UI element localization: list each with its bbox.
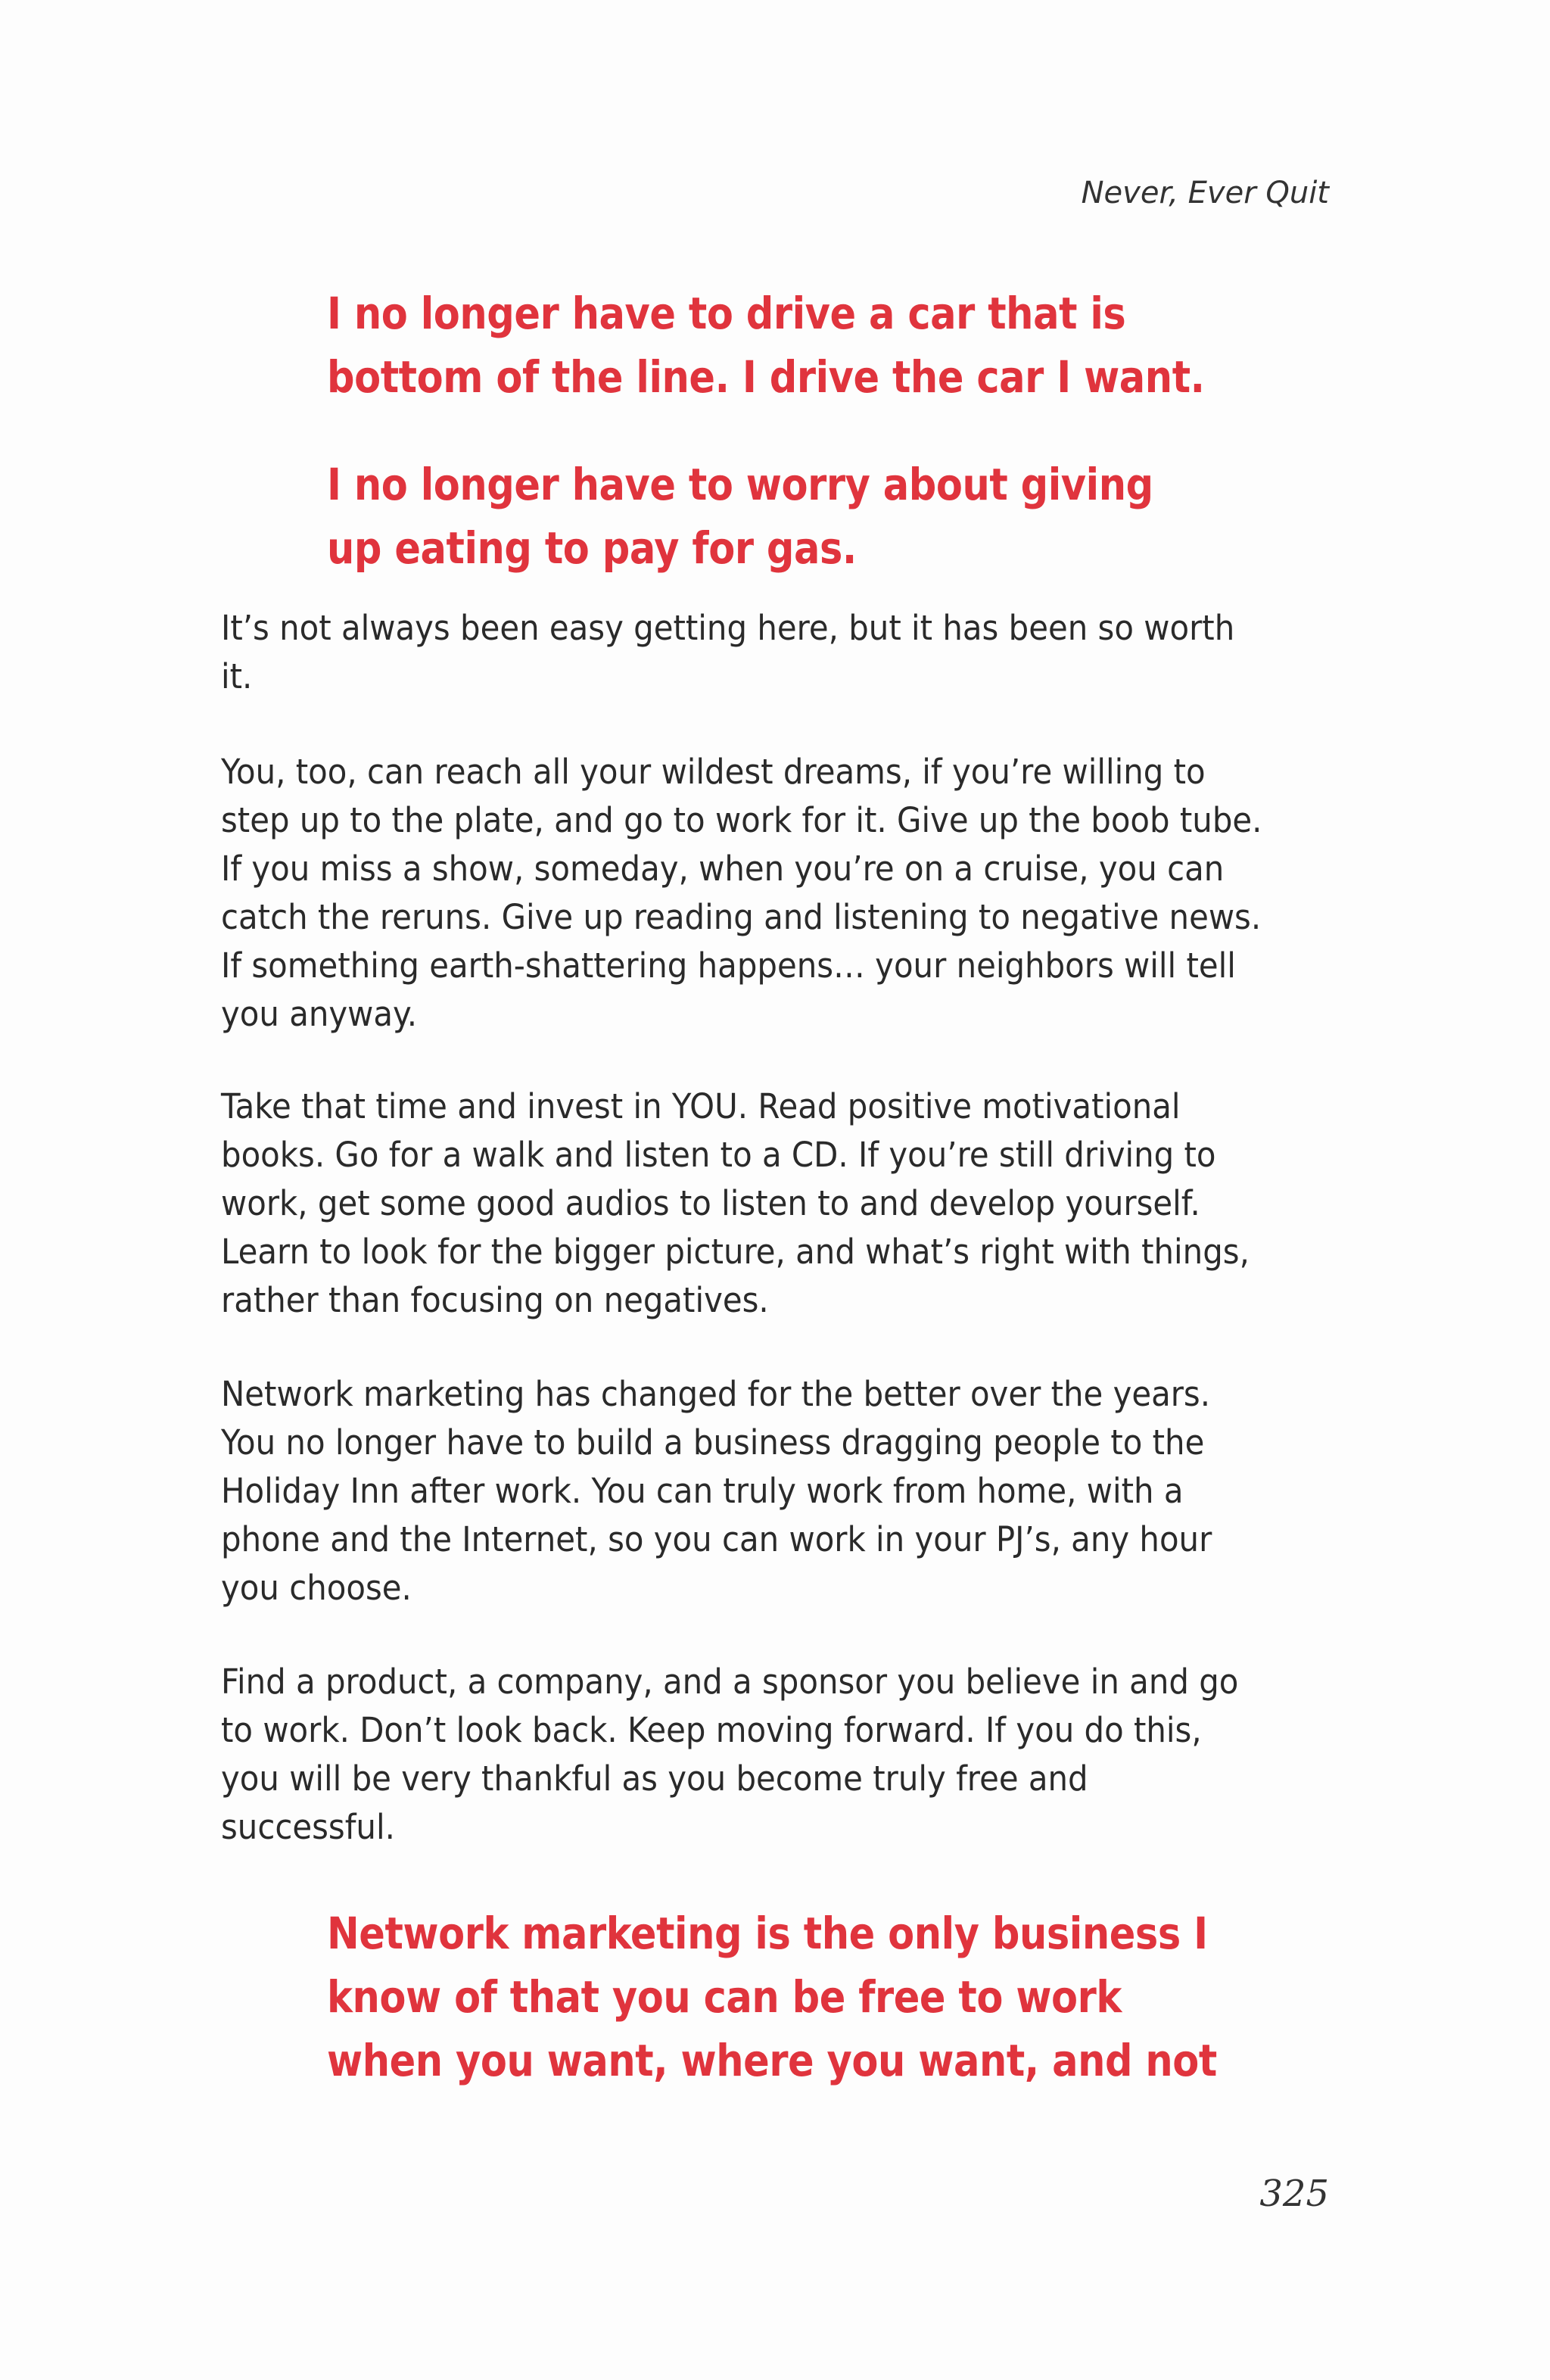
paragraph-invest-in-you: Take that time and invest in YOU. Read positive motivational books. Go for a walk and listen to a CD. If you’re still driving to work, get some good audios to listen to and develop yourself. Learn to look for the bigger picture, and what’s right with things, rather than focusing on negatives. [221,1086,1250,1320]
page-number: 325 [1259,2173,1329,2215]
paragraph-worth-it: It’s not always been easy getting here, but it has been so worth it. [221,608,1235,696]
callout-gas: I no longer have to worry about giving up eating to pay for gas. [327,459,1153,574]
paragraph-find-a-product: Find a product, a company, and a sponsor you believe in and go to work. Don’t look back. Keep moving forward. If you do this, you will be very thankful as you become truly free and successful. [221,1662,1239,1847]
callout-car: I no longer have to drive a car that is bottom of the line. I drive the car I want. [327,288,1205,403]
paragraph-network-marketing-changed: Network marketing has changed for the better over the years. You no longer have to build a business dragging people to the Holiday Inn after work. You can truly work from home, with a phone and the Internet, so you can work in your PJ’s, any hour you choose. [221,1374,1212,1608]
paragraph-wildest-dreams: You, too, can reach all your wildest dreams, if you’re willing to step up to the plate, and go to work for it. Give up the boob tube. If you miss a show, someday, when you’re on a cruise, you can catch the reruns. Give up reading and listening to negative news. If something earth-shattering happens… your neighbors will tell you anyway. [221,752,1262,1034]
running-head: Never, Ever Quit [1081,176,1329,210]
callout-free-to-work: Network marketing is the only business I know of that you can be free to work when you want, where you want, and not [327,1908,1217,2086]
